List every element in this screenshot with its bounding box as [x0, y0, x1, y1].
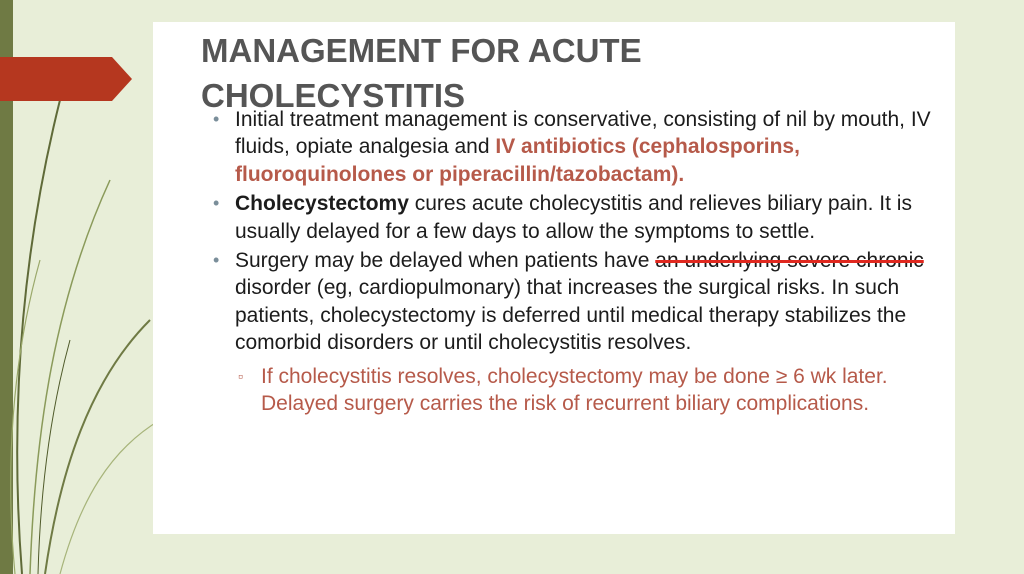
- bullet-initial-treatment: [211, 106, 941, 188]
- bullet3-text-after: disorder (eg, cardiopulmonary) that increases the surgical risks. In such patients, cholecystectomy is deferred until medical therapy stabilizes the comorbid disorders or until cholecystitis resolves.: [235, 276, 907, 355]
- title-line-2: CHOLECYSTITIS: [201, 77, 466, 114]
- red-arrow-tab: [0, 57, 132, 101]
- bullet-marker: •: [213, 109, 220, 129]
- subbullet-resolves: [211, 363, 941, 418]
- bullet1-antibiotics: IV antibiotics (cephalosporins, fluoroquinolones or piperacillin/tazobactam).: [235, 135, 800, 186]
- bullet-surgery-delay: [211, 247, 941, 357]
- slide-title: [201, 28, 642, 118]
- subbullet-marker: ▫: [238, 367, 243, 384]
- title-line-1: MANAGEMENT FOR ACUTE: [201, 32, 642, 69]
- subbullet-text: If cholecystitis resolves, cholecystectomy may be done ≥ 6 wk later. Delayed surgery carries the risk of recurrent biliary complications.: [261, 364, 888, 416]
- bullet-marker: •: [213, 193, 220, 214]
- bullet1-text: Initial treatment management is conservative, consisting of nil by mouth, IV fluids, opiate analgesia and: [235, 108, 931, 159]
- bullet-list: [211, 106, 941, 417]
- bullet-cholecystectomy: [211, 190, 941, 245]
- bullet-marker: •: [213, 250, 220, 271]
- bullet3-struck-text: an underlying severe chronic: [655, 249, 924, 273]
- bullet3-text-before: Surgery may be delayed when patients have: [235, 249, 656, 273]
- bullet2-bold-term: Cholecystectomy: [235, 192, 409, 216]
- slide-content: [153, 22, 955, 534]
- bullet2-text: cures acute cholecystitis and relieves biliary pain. It is usually delayed for a few days to allow the symptoms to settle.: [235, 192, 912, 243]
